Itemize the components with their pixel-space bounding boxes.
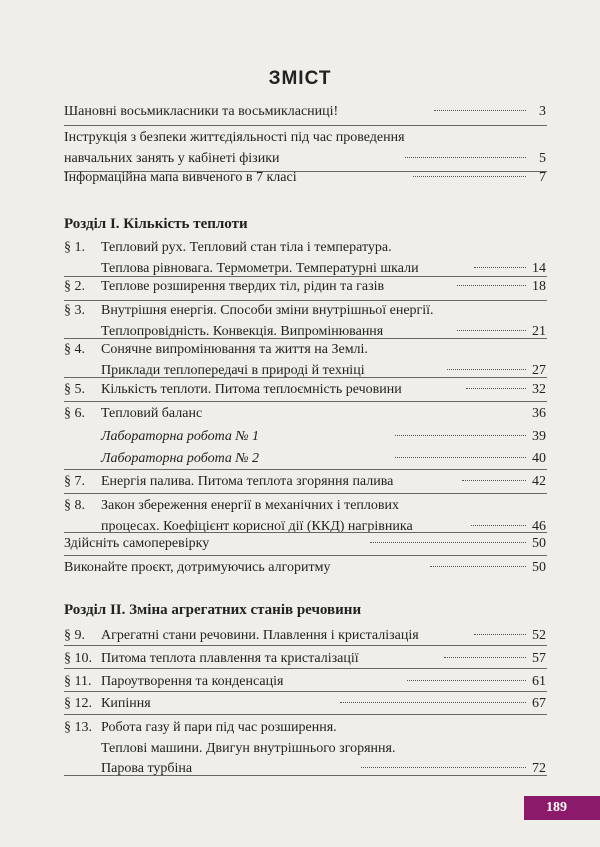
toc-entry-2[interactable]: § 2. Теплове розширення твердих тіл, рідин та газів 18 [64, 279, 547, 294]
toc-entry-13[interactable]: § 13. Робота газу й пари під час розширення. Теплові машини. Двигун внутрішнього згоряння. Парова турбіна 72 [64, 720, 546, 776]
section-heading-1: Розділ I. Кількість теплоти [64, 216, 248, 232]
toc-lab-1[interactable]: Лабораторна робота № 1 39 [101, 429, 547, 444]
toc-entry-4[interactable]: § 4. Сонячне випромінювання та життя на Землі. Приклади теплопередачі в природі й техніці 27 [64, 342, 546, 378]
section-heading-2: Розділ II. Зміна агрегатних станів речовини [64, 602, 362, 618]
toc-intro-1[interactable]: Шановні восьмикласники та восьмикласниці! 3 [64, 102, 546, 123]
page-title: ЗМІСТ [268, 68, 332, 89]
toc-lab-2[interactable]: Лабораторна робота № 2 40 [101, 451, 547, 466]
toc-intro-2[interactable]: Інструкція з безпеки життєдіяльності під час проведення навчальних занять у кабінеті фізики 5 [64, 128, 546, 169]
toc-entry-6[interactable]: § 6. Тепловий баланс 36 [64, 406, 547, 421]
toc-entry-12[interactable]: § 12. Кипіння 67 [64, 696, 547, 711]
toc-page: 7 [539, 170, 547, 185]
toc-entry-11[interactable]: § 11. Пароутворення та конденсація 61 [64, 674, 546, 689]
page-number-badge: 189 [524, 796, 600, 820]
toc-project[interactable]: Виконайте проєкт, дотримуючись алгоритму 50 [64, 560, 546, 575]
toc-self-check[interactable]: Здійсніть самоперевірку 50 [64, 536, 546, 551]
toc-page: 3 [539, 104, 547, 119]
toc-intro-3[interactable]: Інформаційна мапа вивченого в 7 класі 7 [64, 168, 546, 189]
toc-entry-5[interactable]: § 5. Кількість теплоти. Питома теплоємність речовини 32 [64, 382, 547, 397]
toc-entry-10[interactable]: § 10. Питома теплота плавлення та кристалізації 57 [64, 651, 546, 666]
toc-entry-7[interactable]: § 7. Енергія палива. Питома теплота згоряння палива 42 [64, 474, 547, 489]
toc-entry-3[interactable]: § 3. Внутрішня енергія. Способи зміни внутрішньої енергії. Теплопровідність. Конвекція. Випромінювання 21 [64, 303, 546, 339]
toc-entry-8[interactable]: § 8. Закон збереження енергії в механічних і теплових процесах. Коефіцієнт корисної дії (ККД) нагрівника 46 [64, 498, 547, 534]
toc-entry-9[interactable]: § 9. Агрегатні стани речовини. Плавлення і кристалізація 52 [64, 628, 546, 643]
toc-entry-1[interactable]: § 1. Тепловий рух. Тепловий стан тіла і температура. Теплова рівновага. Термометри. Температурні шкали 14 [64, 240, 546, 276]
toc-page: 5 [539, 150, 547, 166]
